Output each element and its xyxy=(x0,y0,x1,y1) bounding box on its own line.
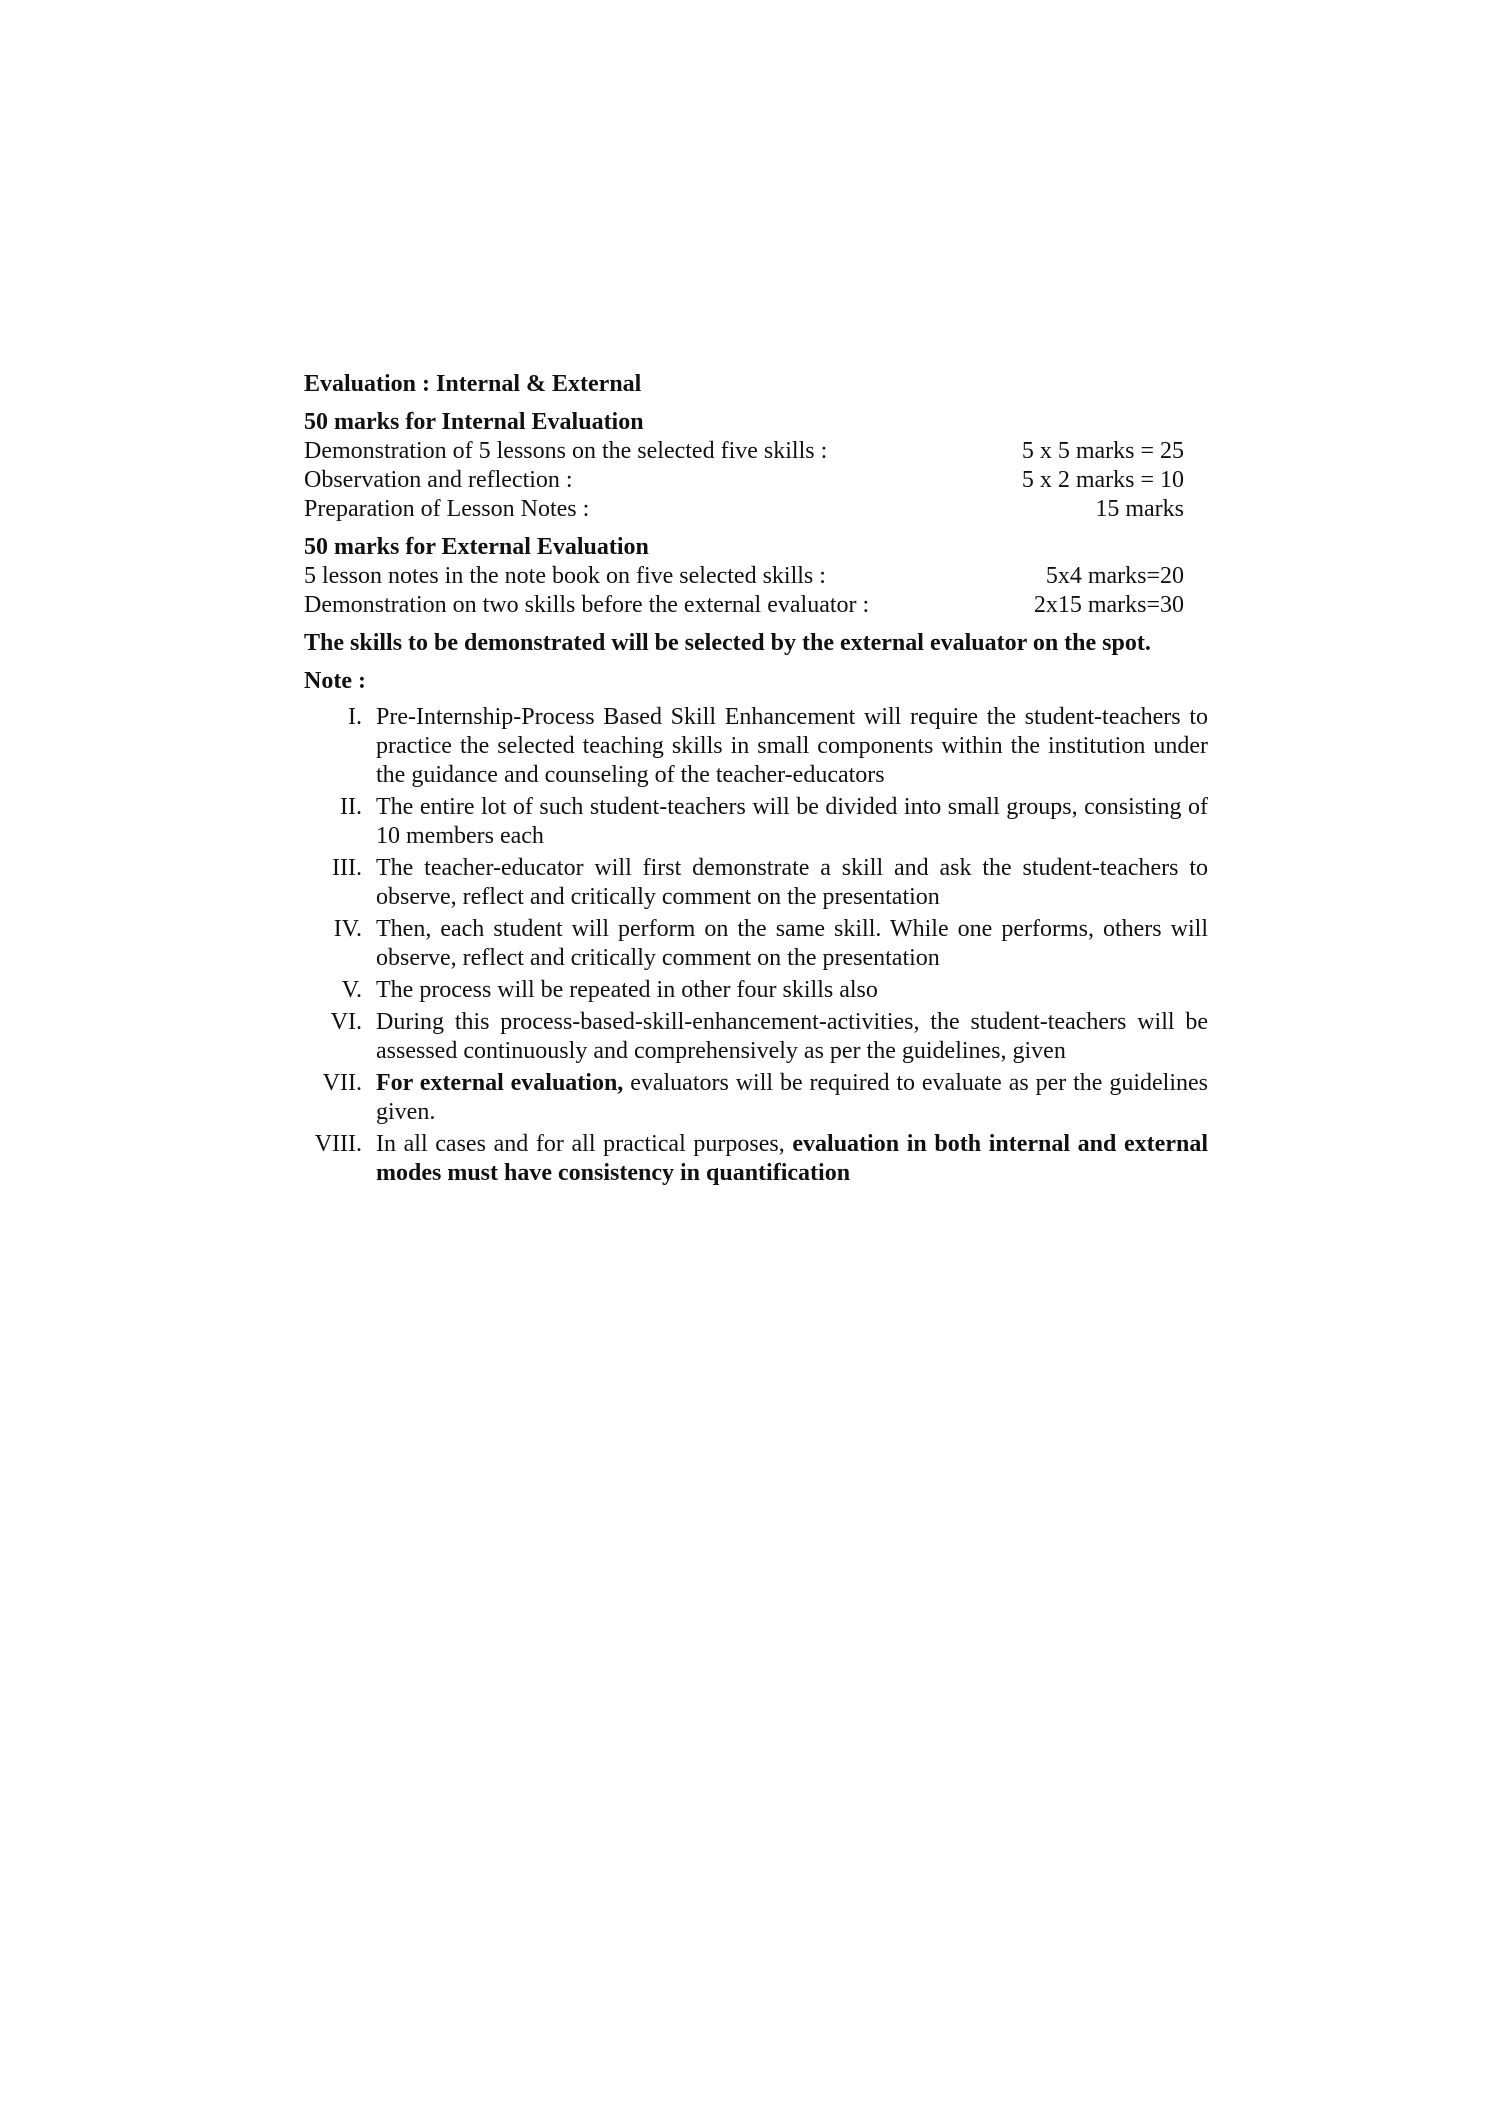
list-item xyxy=(304,1130,1208,1188)
row-label: Demonstration on two skills before the external evaluator : xyxy=(304,592,870,618)
item-number: V. xyxy=(341,977,362,1003)
row-label: Preparation of Lesson Notes : xyxy=(304,496,590,522)
table-row xyxy=(304,437,1208,466)
table-row xyxy=(304,562,1208,591)
item-number: IV. xyxy=(333,916,362,942)
item-text: The process will be repeated in other four skills also xyxy=(376,977,878,1003)
table-row xyxy=(304,466,1208,495)
item-text: Pre-Internship-Process Based Skill Enhancement will require the student-teachers to practice the selected teaching skills in small components within the institution under the guidance and counseling of the teacher-educators xyxy=(376,704,1208,788)
list-item xyxy=(304,976,1208,1005)
row-label: Observation and reflection : xyxy=(304,467,573,493)
skills-notice: The skills to be demonstrated will be selected by the external evaluator on the spot. xyxy=(304,630,1151,656)
item-text: In all cases and for all practical purposes, xyxy=(376,1131,793,1157)
list-item xyxy=(304,793,1208,851)
item-text: The entire lot of such student-teachers will be divided into small groups, consisting of 10 members each xyxy=(376,794,1208,849)
item-bold-text: For external evaluation, xyxy=(376,1070,624,1096)
list-item xyxy=(304,915,1208,973)
item-text-container xyxy=(376,1069,1208,1127)
table-row xyxy=(304,495,1208,524)
item-bold-text: evaluation in both internal and external modes must have consistency in quantification xyxy=(376,1131,1208,1186)
row-value: 5x4 marks=20 xyxy=(1045,563,1184,589)
evaluation-title: Evaluation : Internal & External xyxy=(304,371,642,397)
item-number: VI. xyxy=(330,1009,362,1035)
list-item xyxy=(304,854,1208,912)
table-row xyxy=(304,591,1208,620)
item-text: The teacher-educator will first demonstrate a skill and ask the student-teachers to observe, reflect and critically comment on the presentation xyxy=(376,855,1208,910)
list-item xyxy=(304,1008,1208,1066)
item-text: During this process-based-skill-enhancement-activities, the student-teachers will be assessed continuously and comprehensively as per the guidelines, given xyxy=(376,1009,1208,1064)
item-text-container xyxy=(376,1130,1208,1188)
document-page xyxy=(304,370,1208,1191)
notes-list xyxy=(304,703,1208,1188)
row-value: 15 marks xyxy=(1095,496,1184,522)
item-number: I. xyxy=(348,704,362,730)
item-text: evaluators will be required to evaluate as per the guidelines given. xyxy=(376,1070,1208,1125)
row-label: 5 lesson notes in the note book on five selected skills : xyxy=(304,563,826,589)
note-title: Note : xyxy=(304,668,366,694)
item-number: VIII. xyxy=(314,1131,362,1157)
item-number: III. xyxy=(332,855,362,881)
item-number: VII. xyxy=(322,1070,362,1096)
internal-evaluation-table xyxy=(304,437,1208,524)
item-number: II. xyxy=(340,794,362,820)
list-item xyxy=(304,1069,1208,1127)
internal-evaluation-heading: 50 marks for Internal Evaluation xyxy=(304,409,644,435)
item-text: Then, each student will perform on the same skill. While one performs, others will observe, reflect and critically comment on the presentation xyxy=(376,916,1208,971)
list-item xyxy=(304,703,1208,790)
external-evaluation-heading: 50 marks for External Evaluation xyxy=(304,534,649,560)
row-value: 5 x 5 marks = 25 xyxy=(1021,438,1184,464)
external-evaluation-table xyxy=(304,562,1208,620)
row-value: 5 x 2 marks = 10 xyxy=(1021,467,1184,493)
row-label: Demonstration of 5 lessons on the selected five skills : xyxy=(304,438,828,464)
row-value: 2x15 marks=30 xyxy=(1033,592,1184,618)
